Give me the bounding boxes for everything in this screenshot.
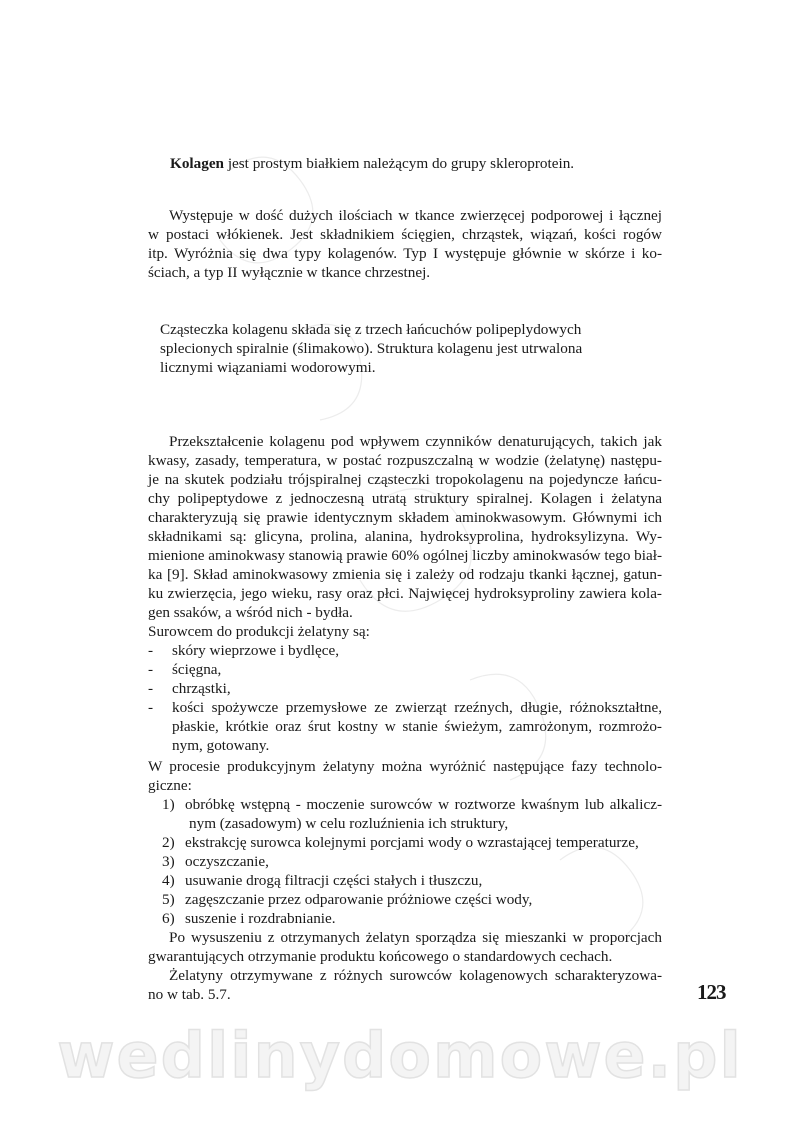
list-intro: Surowcem do produkcji żelatyny są: bbox=[148, 623, 370, 640]
highlight-line: splecionych spiralnie (ślimakowo). Struktura kolagenu jest utrwalona bbox=[160, 340, 583, 357]
paragraph-line: w postaci włókienek. Jest składnikiem ścięgien, chrząstek, wiązań, kości rogów bbox=[148, 226, 662, 243]
paragraph-line: ściach, a typ II wyłącznie w tkance chrzestnej. bbox=[148, 264, 431, 281]
paragraph-line: ka [9]. Skład aminokwasowy zmienia się i zależy od rodzaju tkanki łącznej, gatun- bbox=[148, 566, 662, 583]
bullet-dash: - bbox=[148, 699, 154, 716]
list-item: kości spożywcze przemysłowe ze zwierząt rzeźnych, długie, różnokształtne, bbox=[172, 699, 662, 716]
step-text: suszenie i rozdrabnianie. bbox=[185, 910, 336, 927]
step-text: zagęszczanie przez odparowanie próżniowe części wody, bbox=[185, 891, 533, 908]
paragraph-line: W procesie produkcyjnym żelatyny można wyróżnić następujące fazy technolo- bbox=[148, 758, 662, 775]
list-item: ścięgna, bbox=[172, 661, 222, 678]
intro-line bbox=[170, 154, 574, 173]
paragraph-line: chy polipeptydowe z jednoczesną utratą struktury spiralnej. Kolagen i żelatyna bbox=[148, 490, 662, 507]
list-item: skóry wieprzowe i bydlęce, bbox=[172, 642, 340, 659]
paragraph-line: no w tab. 5.7. bbox=[148, 986, 231, 1003]
step-number: 6) bbox=[162, 910, 175, 927]
step-text: oczyszczanie, bbox=[185, 853, 269, 870]
paragraph-line: je na skutek podziału trójspiralnej cząsteczki tropokolagenu na pojedyncze łańcu- bbox=[148, 471, 662, 488]
step-text: nym (zasadowym) w celu rozluźnienia ich struktury, bbox=[189, 815, 509, 832]
step-number: 3) bbox=[162, 853, 175, 870]
list-item: chrząstki, bbox=[172, 680, 231, 697]
paragraph-line: Po wysuszeniu z otrzymanych żelatyn sporządza się mieszanki w proporcjach bbox=[169, 929, 662, 946]
list-item: nym, gotowany. bbox=[172, 737, 270, 754]
paragraph-line: Występuje w dość dużych ilościach w tkance zwierzęcej podporowej i łącznej bbox=[169, 207, 662, 224]
highlight-line: licznymi wiązaniami wodorowymi. bbox=[160, 359, 376, 376]
bottom-watermark: wedlinydomowe.pl bbox=[57, 1019, 743, 1092]
step-text: obróbkę wstępną - moczenie surowców w roztworze kwaśnym lub alkalicz- bbox=[185, 796, 662, 813]
paragraph-line: składnikami są: glicyna, prolina, alanina, hydroksyprolina, hydroksylizyna. Wy- bbox=[148, 528, 662, 545]
bullet-dash: - bbox=[148, 680, 154, 697]
paragraph-line: gen ssaków, a wśród nich - bydła. bbox=[148, 604, 353, 621]
paragraph-line: gwarantujących otrzymanie produktu końcowego o standardowych cechach. bbox=[148, 948, 613, 965]
highlight-line: Cząsteczka kolagenu składa się z trzech łańcuchów polipeplydowych bbox=[160, 321, 582, 338]
paragraph-line: ku zwierzęcia, jego wieku, rasy oraz płci. Najwięcej hydroksyproliny zawiera kola- bbox=[148, 585, 662, 602]
step-number: 5) bbox=[162, 891, 175, 908]
step-text: usuwanie drogą filtracji części stałych i tłuszczu, bbox=[185, 872, 483, 889]
bullet-dash: - bbox=[148, 661, 154, 678]
paragraph-line: charakteryzują się prawie identycznym składem aminokwasowym. Głównymi ich bbox=[148, 509, 662, 526]
paragraph-line: Żelatyny otrzymywane z różnych surowców kolagenowych scharakteryzowa- bbox=[169, 967, 662, 984]
list-item: płaskie, krótkie oraz śrut kostny w stanie świeżym, zamrożonym, rozmrożo- bbox=[172, 718, 662, 735]
paragraph-line: kwasy, zasady, temperatura, w postać rozpuszczalną w wodzie (żelatynę) następu- bbox=[148, 452, 662, 469]
paragraph-line: Przekształcenie kolagenu pod wpływem czynników denaturujących, takich jak bbox=[169, 433, 662, 450]
step-number: 4) bbox=[162, 872, 175, 889]
intro-text: jest prostym białkiem należącym do grupy skleroprotein. bbox=[224, 155, 575, 172]
step-number: 1) bbox=[162, 796, 175, 813]
paragraph-line: giczne: bbox=[148, 777, 192, 794]
page-number: 123 bbox=[697, 980, 726, 1004]
step-number: 2) bbox=[162, 834, 175, 851]
step-text: ekstrakcję surowca kolejnymi porcjami wody o wzrastającej temperaturze, bbox=[185, 834, 639, 851]
paragraph-line: itp. Wyróżnia się dwa typy kolagenów. Typ I występuje głównie w skórze i ko- bbox=[148, 245, 662, 262]
term-kolagen: Kolagen bbox=[170, 155, 225, 172]
paragraph-line: mienione aminokwasy stanowią prawie 60% ogólnej liczby aminokwasów tego biał- bbox=[148, 547, 662, 564]
bullet-dash: - bbox=[148, 642, 154, 659]
